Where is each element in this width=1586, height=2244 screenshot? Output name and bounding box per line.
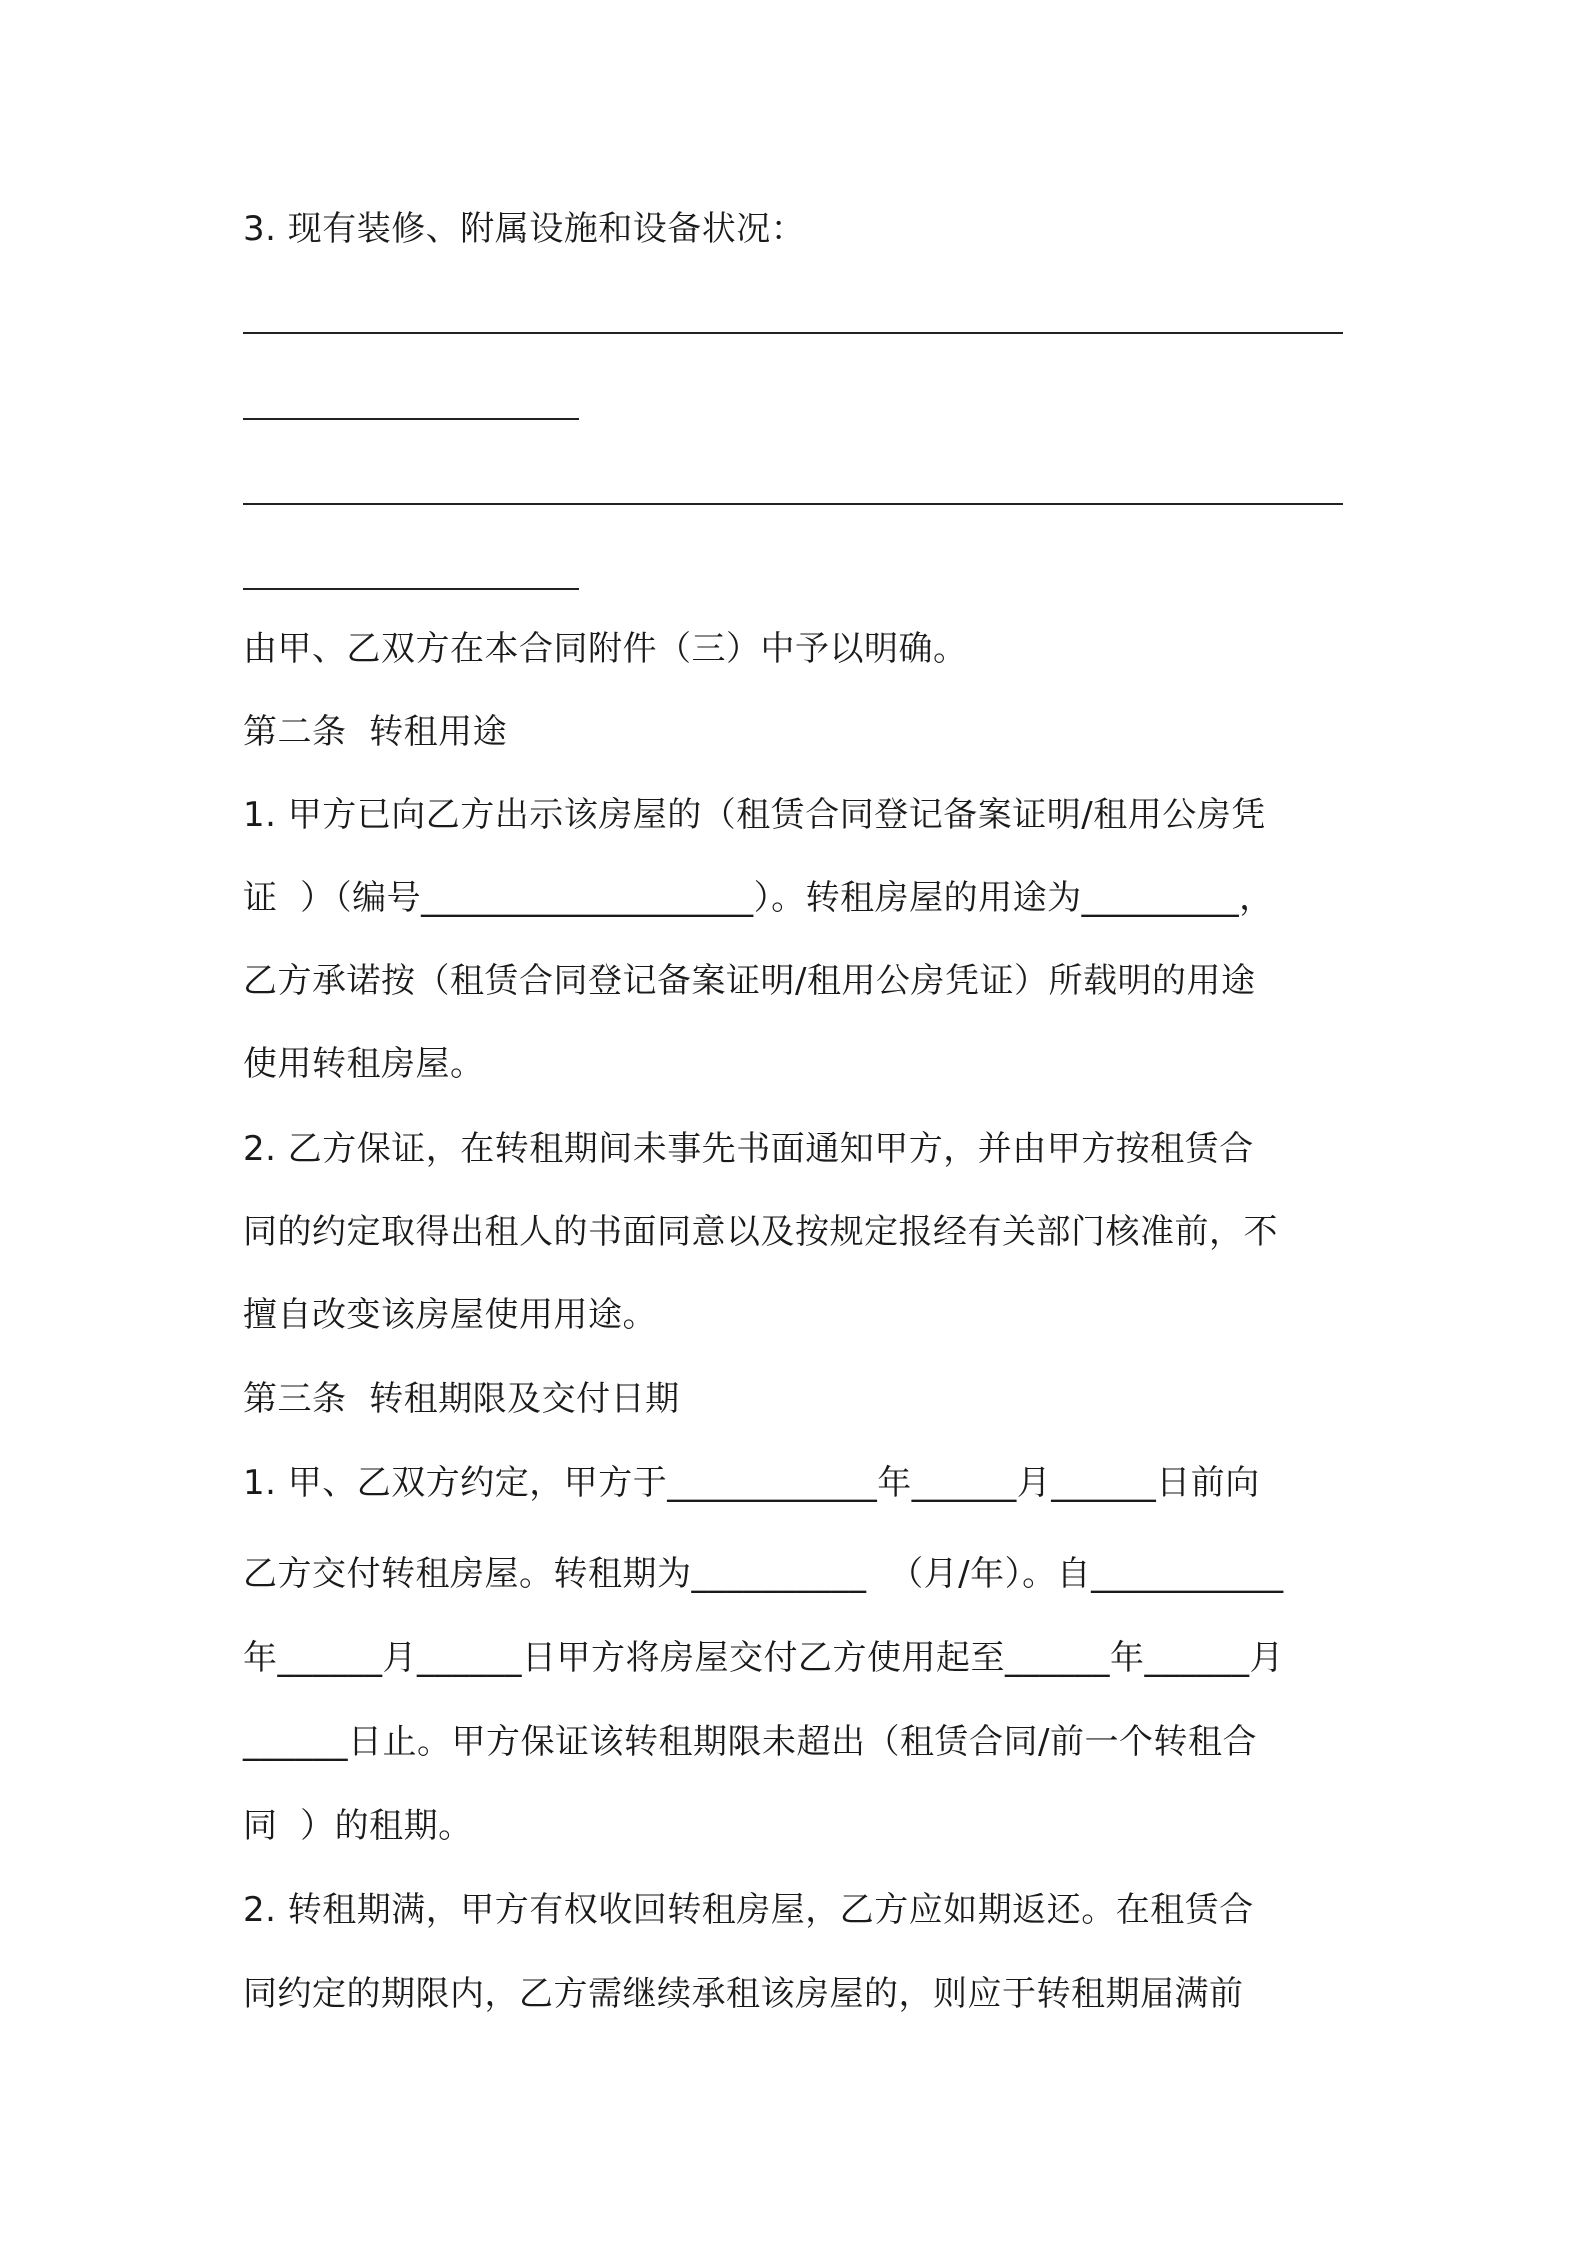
article-2-heading: 第二条 转租用途 [243,712,508,752]
article-3-item-1-line-4: ______日止。甲方保证该转租期限未超出（租赁合同/前一个转租合 [243,1722,1257,1762]
article-3-item-1-line-3: 年______月______日甲方将房屋交付乙方使用起至______年______月 [243,1638,1284,1678]
article-3-item-1-line-1: 1. 甲、乙双方约定，甲方于____________年______月______日前向 [243,1463,1260,1503]
article-3-heading: 第三条 转租期限及交付日期 [243,1379,680,1419]
article-2-item-1-line-2: 证 ）（编号___________________）。转租房屋的用途为_________， [243,878,1274,918]
item-3-decoration-status: 3. 现有装修、附属设施和设备状况： [243,209,806,249]
article-2-item-2-line-3: 擅自改变该房屋使用用途。 [243,1295,657,1335]
annex-clarification: 由甲、乙双方在本合同附件（三）中予以明确。 [243,629,968,669]
blank-line-4 [243,588,579,590]
article-3-item-2-line-2: 同约定的期限内，乙方需继续承租该房屋的，则应于转租期届满前 [243,1974,1244,2014]
article-2-item-1-line-1: 1. 甲方已向乙方出示该房屋的（租赁合同登记备案证明/租用公房凭 [243,795,1266,835]
blank-line-3 [243,503,1343,505]
article-3-item-1-line-2: 乙方交付转租房屋。转租期为__________ （月/年）。自___________ [243,1554,1284,1594]
blank-line-1 [243,332,1343,334]
article-3-item-1-line-5: 同 ）的租期。 [243,1806,473,1846]
article-2-item-1-line-3: 乙方承诺按（租赁合同登记备案证明/租用公房凭证）所载明的用途 [243,961,1256,1001]
blank-line-2 [243,418,579,420]
article-3-item-2-line-1: 2. 转租期满，甲方有权收回转租房屋，乙方应如期返还。在租赁合 [243,1890,1254,1930]
article-2-item-1-line-4: 使用转租房屋。 [243,1044,485,1084]
article-2-item-2-line-2: 同的约定取得出租人的书面同意以及按规定报经有关部门核准前，不 [243,1212,1278,1252]
article-2-item-2-line-1: 2. 乙方保证，在转租期间未事先书面通知甲方，并由甲方按租赁合 [243,1129,1254,1169]
